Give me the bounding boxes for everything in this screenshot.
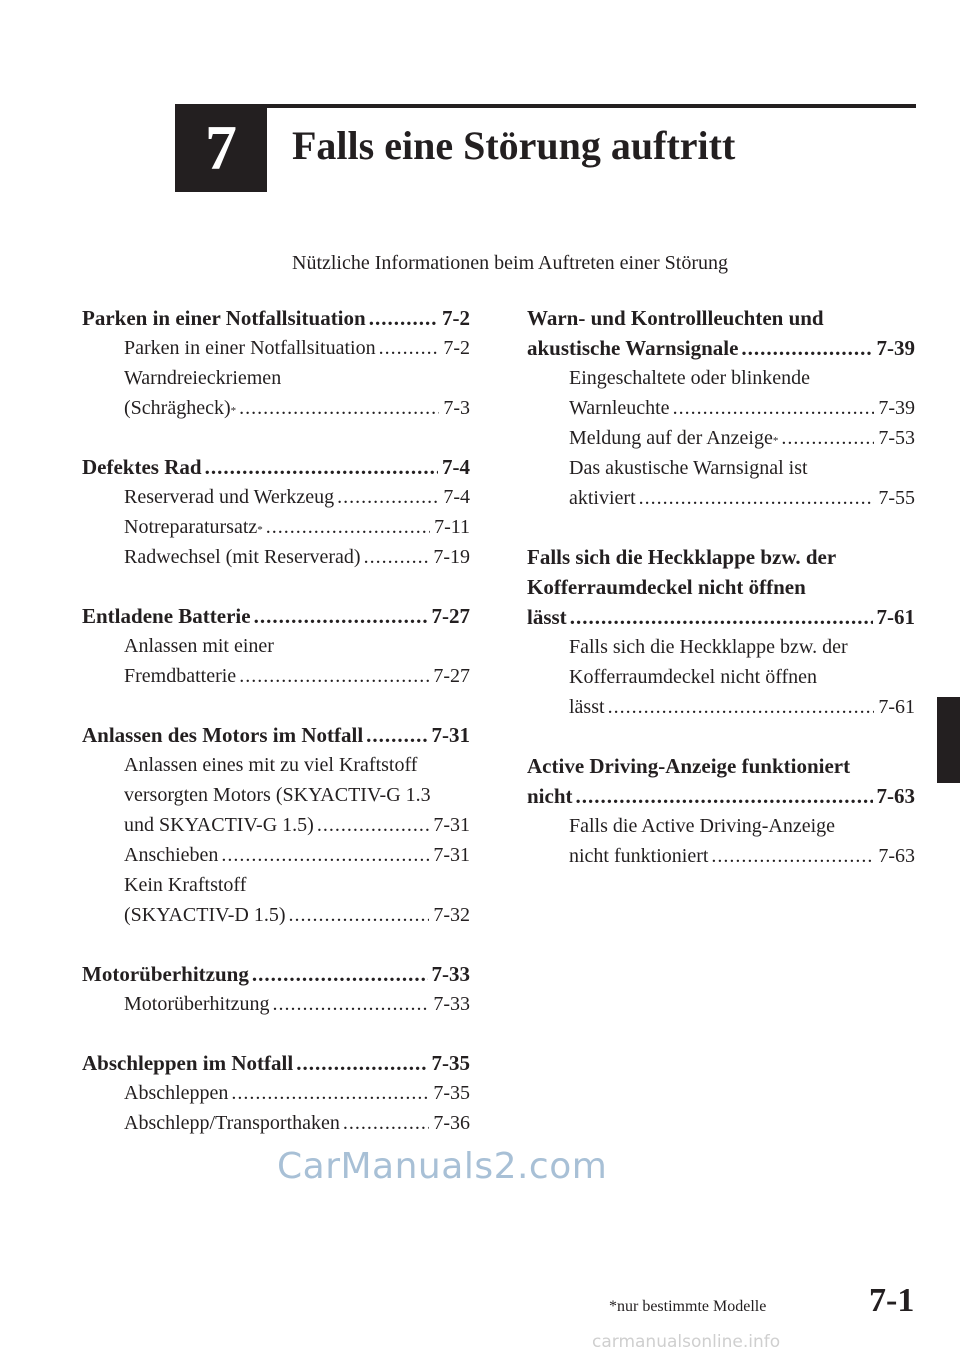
toc-section bbox=[527, 542, 915, 722]
chapter-number: 7 bbox=[205, 112, 237, 183]
toc-entry[interactable] bbox=[82, 482, 470, 512]
toc-entry-text: Anlassen mit einer bbox=[124, 635, 274, 657]
toc-heading-text: Active Driving-Anzeige funktioniert bbox=[527, 754, 851, 778]
dot-leader bbox=[296, 1048, 427, 1078]
toc-heading-text: lässt bbox=[527, 605, 567, 629]
dot-leader bbox=[741, 333, 872, 363]
toc-heading[interactable] bbox=[82, 1048, 470, 1078]
toc-entry[interactable] bbox=[82, 363, 470, 393]
toc-entry[interactable] bbox=[82, 631, 470, 661]
toc-heading[interactable] bbox=[527, 781, 915, 811]
dot-leader bbox=[364, 542, 430, 572]
toc-entry[interactable] bbox=[82, 1108, 470, 1138]
toc-entry[interactable]: Meldung auf der Anzeige * ..... 7-53 bbox=[527, 423, 915, 453]
toc-section bbox=[82, 720, 470, 930]
toc-entry[interactable] bbox=[82, 333, 470, 363]
toc-entry[interactable] bbox=[82, 542, 470, 572]
toc-heading-page: 7-2 bbox=[442, 306, 470, 330]
dot-leader bbox=[781, 423, 874, 453]
toc-entry-page: 7-61 bbox=[878, 696, 915, 718]
toc-heading[interactable] bbox=[527, 602, 915, 632]
toc-entry-text: aktiviert bbox=[569, 487, 636, 509]
toc-entry-text: Fremdbatterie bbox=[124, 665, 237, 687]
dot-leader bbox=[239, 661, 429, 691]
dot-leader bbox=[608, 692, 875, 722]
toc-entry-text: (Schrägheck) bbox=[124, 397, 231, 419]
toc-heading[interactable] bbox=[527, 303, 915, 333]
toc-entry-page: 7-4 bbox=[443, 486, 470, 508]
toc-heading[interactable] bbox=[82, 720, 470, 750]
dot-leader bbox=[231, 1078, 429, 1108]
toc-entry[interactable] bbox=[527, 632, 915, 662]
toc-entry[interactable] bbox=[82, 989, 470, 1019]
toc-section bbox=[82, 1048, 470, 1138]
toc-entry-page: 7-36 bbox=[433, 1112, 470, 1134]
toc-entry[interactable] bbox=[527, 662, 915, 692]
chapter-title: Falls eine Störung auftritt bbox=[292, 123, 736, 168]
toc-entry[interactable] bbox=[82, 661, 470, 691]
toc-entry-page: 7-63 bbox=[878, 845, 915, 867]
toc-section bbox=[82, 601, 470, 691]
toc-section bbox=[82, 959, 470, 1019]
chapter-subtitle: Nützliche Informationen beim Auftreten einer Störung bbox=[292, 252, 728, 274]
toc-entry-text: Falls die Active Driving-Anzeige bbox=[569, 815, 836, 837]
toc-heading-text: Motorüberhitzung bbox=[82, 962, 249, 986]
toc-entry-text: Abschleppen bbox=[124, 1082, 229, 1104]
toc-entry-page: 7-19 bbox=[433, 546, 470, 568]
dot-leader bbox=[576, 781, 873, 811]
toc-section bbox=[82, 303, 470, 423]
toc-entry-page: 7-31 bbox=[433, 844, 470, 866]
dot-leader bbox=[239, 393, 439, 423]
dot-leader bbox=[570, 602, 873, 632]
toc-heading-page: 7-4 bbox=[442, 455, 470, 479]
toc-entry-text: Falls sich die Heckklappe bzw. der bbox=[569, 636, 848, 658]
dot-leader bbox=[343, 1108, 429, 1138]
toc-entry[interactable] bbox=[527, 393, 915, 423]
toc-entry-text: Warndreieckriemen bbox=[124, 367, 282, 389]
toc-heading[interactable] bbox=[527, 333, 915, 363]
chapter-side-tab bbox=[937, 697, 960, 783]
toc-heading-text: Parken in einer Notfallsituation bbox=[82, 306, 366, 330]
toc-heading-page: 7-31 bbox=[431, 723, 470, 747]
footnote: *nur bestimmte Modelle bbox=[609, 1298, 767, 1315]
toc-entry-text: Eingeschaltete oder blinkende bbox=[569, 367, 811, 389]
toc-entry-text: Parken in einer Notfallsituation bbox=[124, 337, 376, 359]
toc-entry[interactable] bbox=[527, 692, 915, 722]
toc-entry-text: Anlassen eines mit zu viel Kraftstoff bbox=[124, 754, 418, 776]
chapter-number-box bbox=[175, 104, 267, 192]
toc-heading-text: Abschleppen im Notfall bbox=[82, 1051, 294, 1075]
toc-entry-page: 7-55 bbox=[878, 487, 915, 509]
toc-entry-page: 7-27 bbox=[433, 665, 470, 687]
dot-leader bbox=[266, 512, 430, 542]
toc-entry-page: 7-32 bbox=[433, 904, 470, 926]
toc-heading-page: 7-33 bbox=[431, 962, 470, 986]
toc-entry[interactable] bbox=[527, 453, 915, 483]
toc-section bbox=[527, 303, 915, 513]
toc-entry-text: lässt bbox=[569, 696, 605, 718]
toc-entry-page: 7-2 bbox=[443, 337, 470, 359]
toc-right-column bbox=[527, 303, 915, 900]
toc-heading[interactable] bbox=[527, 572, 915, 602]
dot-leader bbox=[252, 959, 428, 989]
toc-entry[interactable] bbox=[82, 750, 470, 780]
toc-heading[interactable] bbox=[82, 601, 470, 631]
toc-entry-text: Warnleuchte bbox=[569, 397, 670, 419]
toc-heading-text: Entladene Batterie bbox=[82, 604, 251, 628]
toc-entry-text: Radwechsel (mit Reserverad) bbox=[124, 546, 361, 568]
toc-heading-text: akustische Warnsignale bbox=[527, 336, 739, 360]
toc-entry-text: Kofferraumdeckel nicht öffnen bbox=[569, 666, 818, 688]
toc-entry-page: 7-35 bbox=[433, 1082, 470, 1104]
toc-heading-page: 7-39 bbox=[876, 336, 915, 360]
toc-heading[interactable] bbox=[82, 959, 470, 989]
dot-leader bbox=[205, 452, 438, 482]
toc-entry-text: Motorüberhitzung bbox=[124, 993, 270, 1015]
toc-entry-page: 7-3 bbox=[443, 397, 470, 419]
toc-entry-page: 7-33 bbox=[433, 993, 470, 1015]
toc-entry[interactable] bbox=[82, 1078, 470, 1108]
toc-entry-page: 7-31 bbox=[433, 814, 470, 836]
toc-entry-page: 7-53 bbox=[878, 427, 915, 449]
dot-leader bbox=[673, 393, 875, 423]
toc-entry-text: (SKYACTIV-D 1.5) bbox=[124, 904, 286, 926]
toc-section bbox=[82, 452, 470, 572]
dot-leader bbox=[254, 601, 428, 631]
page-number: 7-1 bbox=[869, 1282, 915, 1319]
toc-entry-text: nicht funktioniert bbox=[569, 845, 709, 867]
toc-entry-text: Reserverad und Werkzeug bbox=[124, 486, 335, 508]
toc-left-column bbox=[82, 303, 470, 1167]
toc-heading-page: 7-35 bbox=[431, 1051, 470, 1075]
toc-entry-text: Das akustische Warnsignal ist bbox=[569, 457, 808, 479]
toc-entry[interactable]: (Schrägheck) * ..... 7-3 bbox=[82, 393, 470, 423]
toc-entry[interactable] bbox=[527, 483, 915, 513]
dot-leader bbox=[317, 810, 430, 840]
header-rule bbox=[267, 104, 916, 108]
toc-entry[interactable] bbox=[82, 870, 470, 900]
toc-entry-text: Notreparatursatz bbox=[124, 516, 258, 538]
toc-entry-page: 7-39 bbox=[878, 397, 915, 419]
dot-leader bbox=[366, 720, 427, 750]
toc-entry[interactable] bbox=[82, 810, 470, 840]
toc-entry-page: 7-11 bbox=[434, 516, 470, 538]
toc-heading-text: Anlassen des Motors im Notfall bbox=[82, 723, 364, 747]
toc-entry-text: und SKYACTIV-G 1.5) bbox=[124, 814, 314, 836]
watermark-logo: CarManuals2.com bbox=[277, 1146, 608, 1187]
toc-heading-text: Defektes Rad bbox=[82, 455, 202, 479]
toc-heading[interactable] bbox=[527, 751, 915, 781]
toc-entry[interactable] bbox=[527, 363, 915, 393]
dot-leader bbox=[337, 482, 439, 512]
toc-entry[interactable] bbox=[82, 780, 470, 810]
toc-heading-text: Falls sich die Heckklappe bzw. der bbox=[527, 545, 837, 569]
toc-heading-page: 7-63 bbox=[876, 784, 915, 808]
toc-entry[interactable] bbox=[527, 811, 915, 841]
toc-heading-text: Kofferraumdeckel nicht öffnen bbox=[527, 575, 806, 599]
toc-entry-text: Anschieben bbox=[124, 844, 219, 866]
toc-section bbox=[527, 751, 915, 871]
toc-entry[interactable] bbox=[82, 900, 470, 930]
toc-heading-page: 7-61 bbox=[876, 605, 915, 629]
source-credit: carmanualsonline.info bbox=[592, 1332, 781, 1352]
dot-leader bbox=[221, 840, 429, 870]
dot-leader bbox=[711, 841, 874, 871]
toc-heading-text: nicht bbox=[527, 784, 573, 808]
dot-leader bbox=[273, 989, 430, 1019]
toc-entry[interactable]: Notreparatursatz * ..... 7-11 bbox=[82, 512, 470, 542]
toc-entry[interactable] bbox=[527, 841, 915, 871]
toc-heading[interactable] bbox=[82, 452, 470, 482]
toc-entry-text: Meldung auf der Anzeige bbox=[569, 427, 773, 449]
toc-heading[interactable] bbox=[82, 303, 470, 333]
dot-leader bbox=[379, 333, 440, 363]
toc-entry-text: versorgten Motors (SKYACTIV-G 1.3 bbox=[124, 784, 431, 806]
toc-heading-text: Warn- und Kontrollleuchten und bbox=[527, 306, 824, 330]
toc-heading[interactable] bbox=[527, 542, 915, 572]
toc-entry[interactable] bbox=[82, 840, 470, 870]
toc-entry-text: Kein Kraftstoff bbox=[124, 874, 247, 896]
dot-leader bbox=[639, 483, 875, 513]
dot-leader bbox=[288, 900, 429, 930]
toc-heading-page: 7-27 bbox=[431, 604, 470, 628]
toc-entry-text: Abschlepp/Transporthaken bbox=[124, 1112, 340, 1134]
dot-leader bbox=[369, 303, 438, 333]
